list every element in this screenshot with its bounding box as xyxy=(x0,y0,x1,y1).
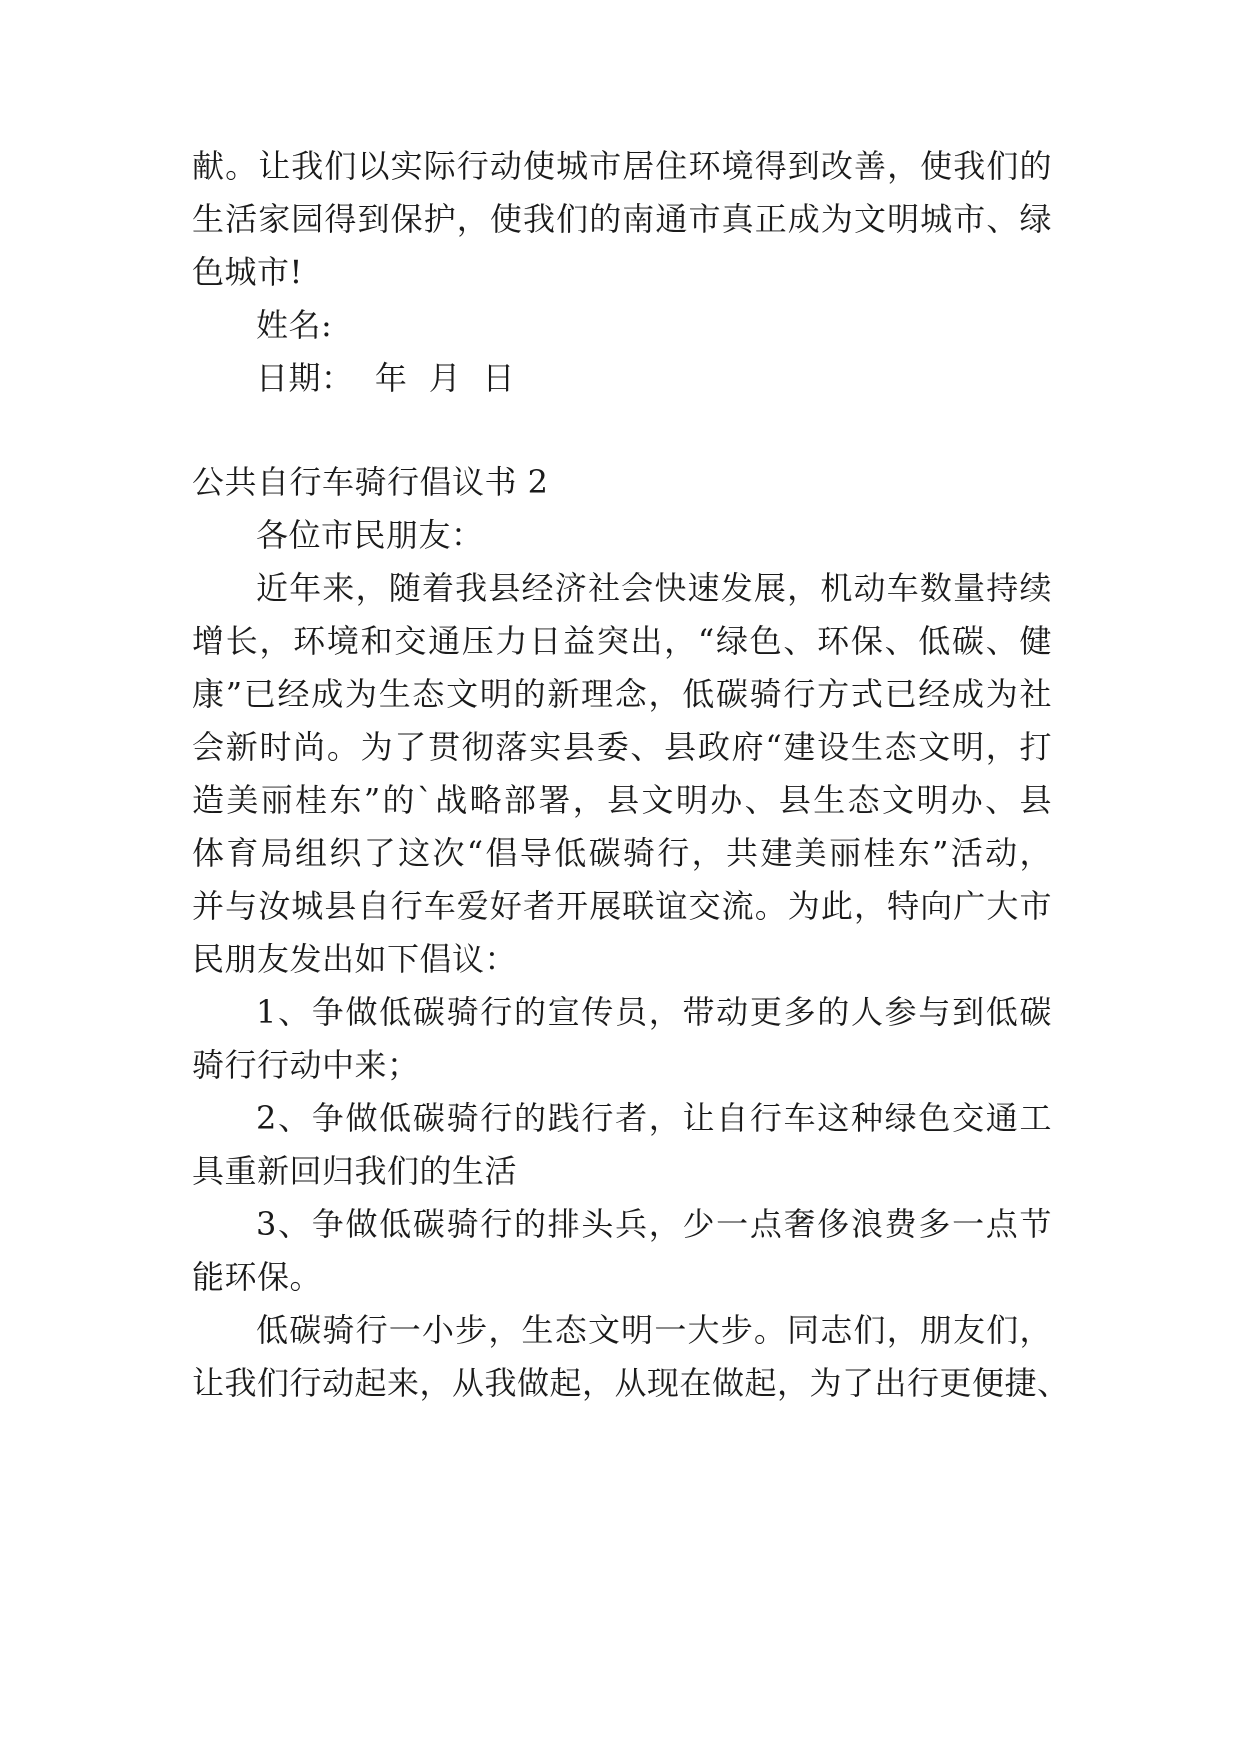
paragraph-line: 会新时尚。为了贯彻落实县委、县政府“建设生态文明，打 xyxy=(192,728,1052,766)
item-1-line: 1、争做低碳骑行的宣传员，带动更多的人参与到低碳 xyxy=(256,993,1052,1031)
paragraph-line: 民朋友发出如下倡议： xyxy=(192,940,518,978)
intro-line-1: 献。让我们以实际行动使城市居住环境得到改善，使我们的 xyxy=(192,147,1052,185)
intro-line-2: 生活家园得到保护，使我们的南通市真正成为文明城市、绿 xyxy=(192,200,1052,238)
section-title: 公共自行车骑行倡议书 2 xyxy=(192,463,549,501)
name-label: 姓名: xyxy=(256,306,333,344)
item-2-line: 具重新回归我们的生活 xyxy=(192,1152,518,1190)
paragraph-line: 体育局组织了这次“倡导低碳骑行，共建美丽桂东”活动， xyxy=(192,834,1052,872)
paragraph-line: 增长，环境和交通压力日益突出，“绿色、环保、低碳、健 xyxy=(192,622,1052,660)
item-2-line: 2、争做低碳骑行的践行者，让自行车这种绿色交通工 xyxy=(256,1099,1052,1137)
item-1-line: 骑行行动中来； xyxy=(192,1046,420,1084)
closing-line: 低碳骑行一小步，生态文明一大步。同志们，朋友们， xyxy=(256,1311,1052,1349)
paragraph-line: 近年来，随着我县经济社会快速发展，机动车数量持续 xyxy=(256,569,1052,607)
greeting: 各位市民朋友： xyxy=(256,516,484,554)
paragraph-line: 康”已经成为生态文明的新理念，低碳骑行方式已经成为社 xyxy=(192,675,1052,713)
item-3-line: 能环保。 xyxy=(192,1258,323,1296)
paragraph-line: 并与汝城县自行车爱好者开展联谊交流。为此，特向广大市 xyxy=(192,887,1052,925)
item-3-line: 3、争做低碳骑行的排头兵，少一点奢侈浪费多一点节 xyxy=(256,1205,1052,1243)
intro-line-3: 色城市! xyxy=(192,253,303,291)
closing-line: 让我们行动起来，从我做起，从现在做起，为了出行更便捷、 xyxy=(192,1364,1070,1402)
date-label: 日期： 年 月 日 xyxy=(256,359,516,397)
paragraph-line: 造美丽桂东”的`战略部署，县文明办、县生态文明办、县 xyxy=(192,781,1052,819)
